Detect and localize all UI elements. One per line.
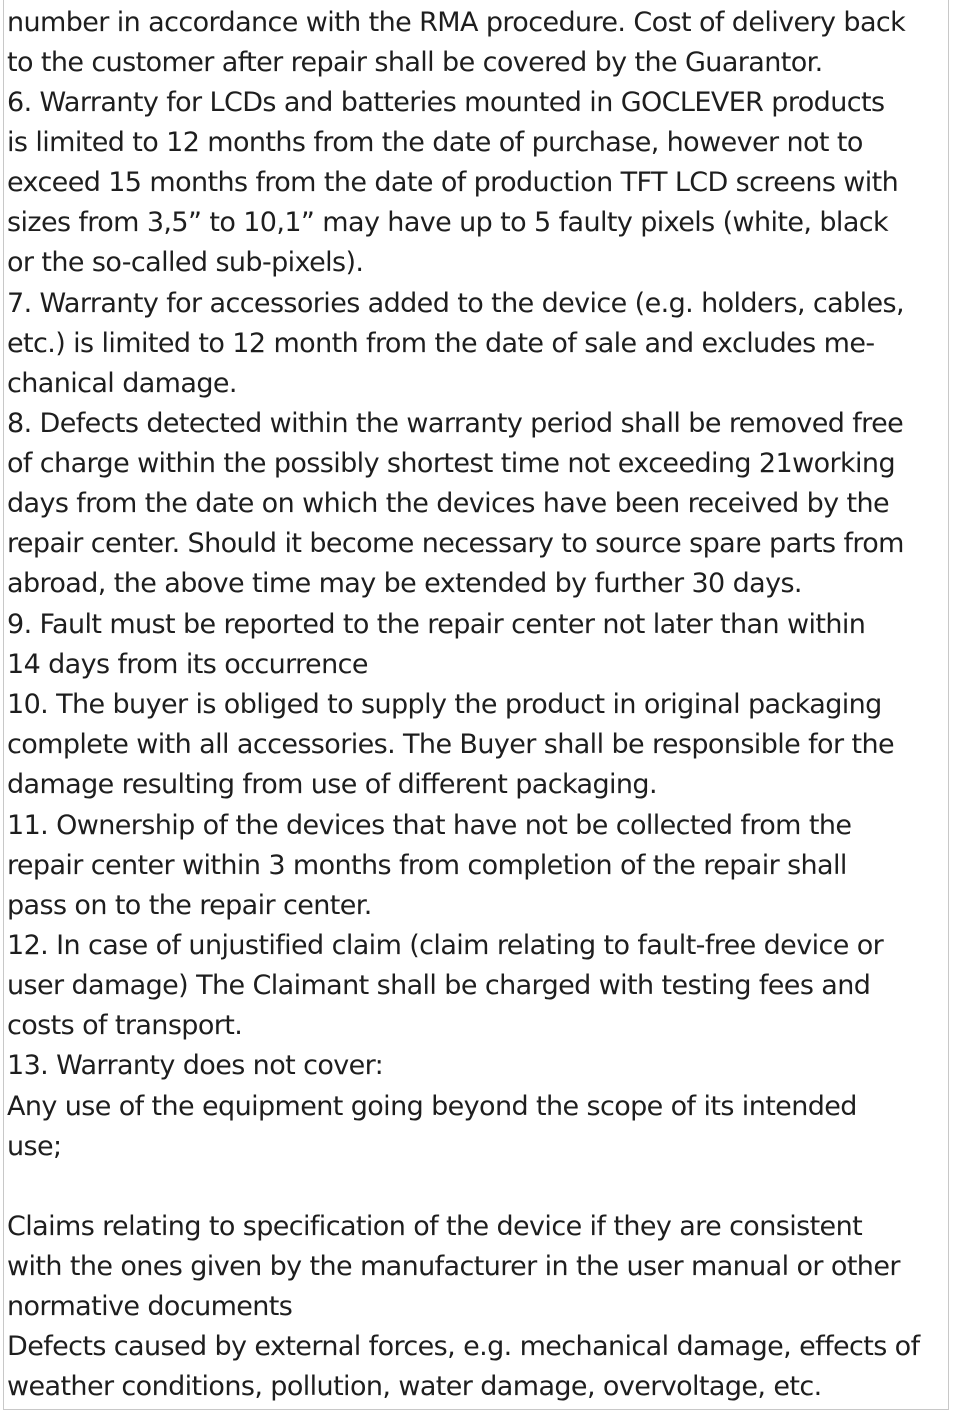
text-line: 8. Defects detected within the warranty period shall be removed free [7,408,904,439]
text-line: Claims relating to specification of the device if they are consistent [7,1211,863,1242]
text-line: pass on to the repair center. [7,890,372,921]
text-line: use; [7,1131,62,1162]
text-line: 10. The buyer is obliged to supply the product in original packaging [7,689,882,720]
text-line: number in accordance with the RMA procedure. Cost of delivery back [7,7,906,38]
text-line: is limited to 12 months from the date of purchase, however not to [7,127,863,158]
text-line: costs of transport. [7,1010,243,1041]
text-line: 12. In case of unjustified claim (claim relating to fault-free device or [7,930,884,961]
text-line: damage resulting from use of different packaging. [7,769,657,800]
text-line: chanical damage. [7,368,237,399]
text-line: 9. Fault must be reported to the repair center not later than within [7,609,866,640]
text-line: of charge within the possibly shortest time not exceeding 21working [7,448,895,479]
text-line: Defects caused by external forces, e.g. mechanical damage, effects of [7,1331,920,1362]
text-line: normative documents [7,1291,293,1322]
text-line: 6. Warranty for LCDs and batteries mounted in GOCLEVER products [7,87,885,118]
text-line: sizes from 3,5” to 10,1” may have up to 5 faulty pixels (white, black [7,207,889,238]
text-line: 13. Warranty does not cover: [7,1050,384,1081]
text-line: repair center. Should it become necessary to source spare parts from [7,528,904,559]
text-line: or the so-called sub-pixels). [7,247,364,278]
text-line: user damage) The Claimant shall be charged with testing fees and [7,970,871,1001]
text-line: to the customer after repair shall be covered by the Guarantor. [7,47,823,78]
text-line: etc.) is limited to 12 month from the date of sale and excludes me- [7,328,875,359]
text-line: complete with all accessories. The Buyer shall be responsible for the [7,729,894,760]
text-line: Any use of the equipment going beyond the scope of its intended [7,1091,857,1122]
text-line: 7. Warranty for accessories added to the device (e.g. holders, cables, [7,288,905,319]
text-line: with the ones given by the manufacturer in the user manual or other [7,1251,900,1282]
text-line: abroad, the above time may be extended by further 30 days. [7,568,802,599]
text-line: repair center within 3 months from completion of the repair shall [7,850,847,881]
text-line: 11. Ownership of the devices that have not be collected from the [7,810,852,841]
document-page [3,0,949,1410]
text-line: days from the date on which the devices have been received by the [7,488,890,519]
text-line: 14 days from its occurrence [7,649,368,680]
text-line: exceed 15 months from the date of production TFT LCD screens with [7,167,899,198]
text-line: weather conditions, pollution, water damage, overvoltage, etc. [7,1371,822,1402]
